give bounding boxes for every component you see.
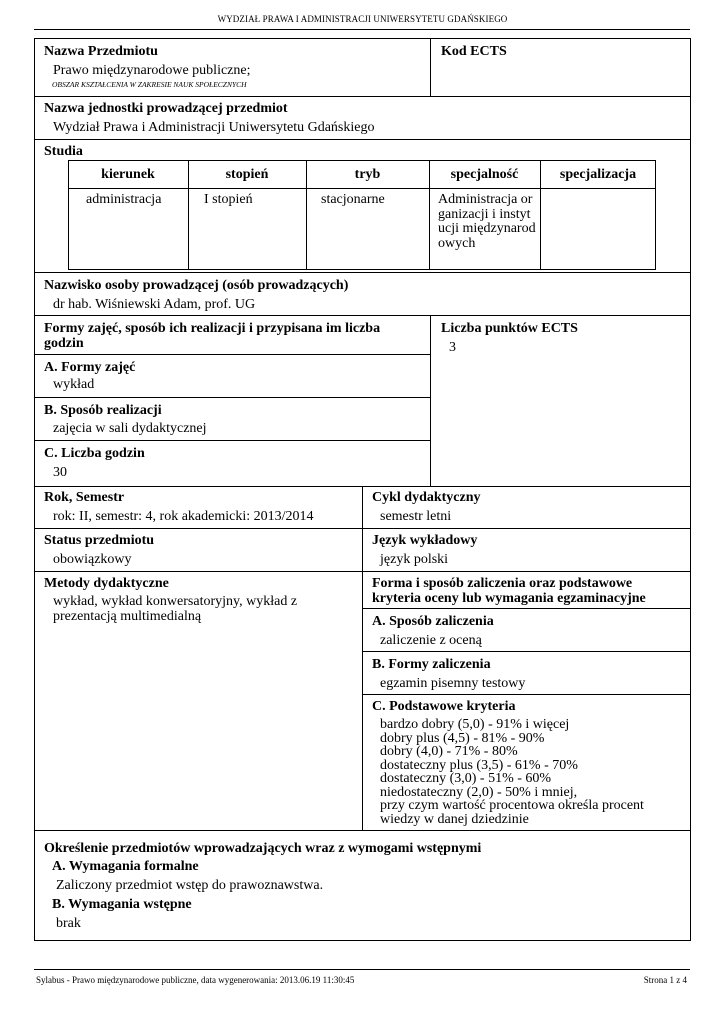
year-value: rok: II, semestr: 4, rok akademicki: 2013/2014: [53, 509, 314, 524]
forms-a-value: wykład: [53, 377, 95, 392]
criteria-line: dostateczny plus (3,5) - 61% - 70%: [380, 757, 578, 773]
assessment-c-label: C. Podstawowe kryteria: [372, 699, 516, 714]
divider: [34, 528, 691, 529]
forms-b-value: zajęcia w sali dydaktycznej: [53, 421, 207, 436]
cycle-label: Cykl dydaktyczny: [372, 490, 481, 505]
divider: [430, 315, 431, 486]
footer-text: Sylabus - Prawo międzynarodowe publiczne, data wygenerowania: 2013.06.19 11:30:45: [36, 975, 355, 985]
divider: [34, 139, 691, 140]
criteria-line: przy czym wartość procentowa określa procent: [380, 798, 644, 813]
divider: [34, 571, 691, 572]
page-number: Strona 1 z 4: [643, 975, 687, 985]
criteria-line: dobry (4,0) - 71% - 80%: [380, 744, 518, 759]
forms-c-value: 30: [53, 465, 67, 480]
divider: [362, 486, 363, 830]
criteria-list: [380, 718, 685, 826]
prerequisites-a-label: A. Wymagania formalne: [52, 859, 199, 874]
methods-label: Metody dydaktyczne: [44, 576, 169, 591]
status-value: obowiązkowy: [53, 552, 132, 567]
studies-col-header: tryb: [354, 167, 381, 182]
forms-b-label: B. Sposób realizacji: [44, 403, 162, 418]
prerequisites-a-value: Zaliczony przedmiot wstęp do prawoznawstwa.: [56, 878, 324, 893]
divider: [34, 354, 430, 355]
lecturer-value: dr hab. Wiśniewski Adam, prof. UG: [53, 297, 256, 312]
studies-col-header: stopień: [225, 167, 269, 182]
criteria-line: dostateczny (3,0) - 51% - 60%: [380, 771, 552, 786]
divider: [34, 397, 430, 398]
divider: [362, 694, 691, 695]
studies-col-header: specjalność: [450, 167, 519, 182]
divider: [34, 96, 691, 97]
methods-value: wykład, wykład konwersatoryjny, wykład z prezentacją multimedialną: [53, 594, 298, 624]
prerequisites-b-label: B. Wymagania wstępne: [52, 897, 192, 912]
ects-points-value: 3: [449, 340, 456, 355]
prerequisites-label: Określenie przedmiotów wprowadzających wraz z wymogami wstępnymi: [44, 841, 482, 856]
divider: [362, 608, 691, 609]
status-label: Status przedmiotu: [44, 533, 155, 548]
lecturer-label: Nazwisko osoby prowadzącej (osób prowadzących): [44, 278, 349, 293]
studies-col-header: kierunek: [101, 167, 155, 182]
divider: [34, 440, 430, 441]
divider: [430, 38, 431, 97]
criteria-line: wiedzy w danej dziedzinie: [380, 811, 529, 827]
criteria-line: bardzo dobry (5,0) - 91% i więcej: [380, 717, 570, 732]
criteria-line: dobry plus (4,5) - 81% - 90%: [380, 730, 545, 746]
document-header: WYDZIAŁ PRAWA I ADMINISTRACJI UNIWERSYTETU GDAŃSKIEGO: [217, 14, 508, 24]
year-label: Rok, Semestr: [44, 490, 125, 505]
language-value: język polski: [380, 552, 449, 567]
course-name-value: Prawo międzynarodowe publiczne;: [53, 63, 251, 78]
footer-divider: [34, 969, 690, 970]
divider: [34, 315, 691, 316]
assessment-a-value: zaliczenie z oceną: [380, 633, 482, 648]
studies-cell: administracja: [86, 192, 162, 207]
studies-cell: stacjonarne: [321, 192, 385, 207]
cycle-value: semestr letni: [380, 509, 452, 524]
prerequisites-b-value: brak: [56, 916, 81, 931]
unit-value: Wydział Prawa i Administracji Uniwersytetu Gdańskiego: [53, 120, 375, 135]
divider: [362, 651, 691, 652]
criteria-line: niedostateczny (2,0) - 50% i mniej,: [380, 784, 578, 800]
assessment-b-label: B. Formy zaliczenia: [372, 657, 491, 672]
course-name-label: Nazwa Przedmiotu: [44, 44, 158, 59]
forms-a-label: A. Formy zajęć: [44, 360, 136, 375]
assessment-a-label: A. Sposób zaliczenia: [372, 614, 494, 629]
ects-points-label: Liczba punktów ECTS: [441, 321, 578, 336]
forms-label: Formy zajęć, sposób ich realizacji i przypisana im liczba godzin: [44, 321, 381, 351]
ects-code-label: Kod ECTS: [441, 44, 507, 59]
forms-c-label: C. Liczba godzin: [44, 446, 145, 461]
studies-label: Studia: [44, 144, 83, 159]
language-label: Język wykładowy: [372, 533, 478, 548]
studies-col-header: specjalizacja: [559, 167, 637, 182]
divider: [68, 188, 656, 189]
assessment-b-value: egzamin pisemny testowy: [380, 676, 526, 691]
studies-cell: Administracja organizacji i instytucji międzynarodowych: [438, 192, 536, 251]
assessment-label: Forma i sposób zaliczenia oraz podstawowe kryteria oceny lub wymagania egzaminacyjne: [372, 576, 646, 606]
header-divider: [34, 29, 690, 30]
divider: [34, 830, 691, 831]
divider: [34, 272, 691, 273]
course-area: OBSZAR KSZTAŁCENIA W ZAKRESIE NAUK SPOŁECZNYCH: [52, 80, 247, 89]
unit-label: Nazwa jednostki prowadzącej przedmiot: [44, 101, 288, 116]
studies-cell: I stopień: [204, 192, 253, 207]
